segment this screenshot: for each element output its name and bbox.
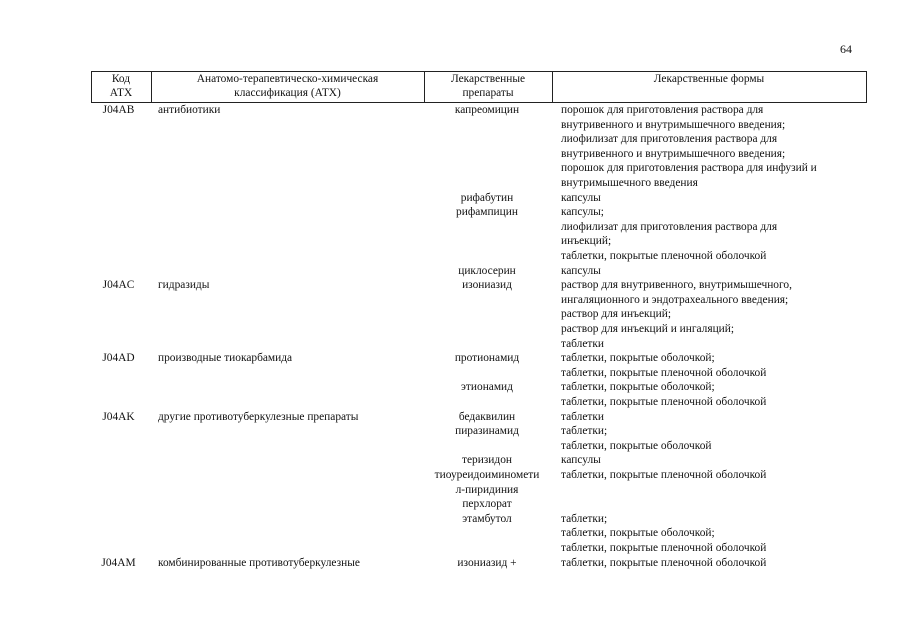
dosage-forms <box>561 191 861 206</box>
dosage-forms <box>561 424 861 453</box>
dosage-forms <box>561 103 861 191</box>
dosage-forms-line: ингаляционного и эндотрахеального введения; <box>561 293 789 306</box>
drug-name-line: протионамид <box>454 352 520 365</box>
dosage-forms-line: раствор для инъекций; <box>561 308 672 321</box>
drug-name-line: этионамид <box>461 381 513 394</box>
atc-code <box>91 278 146 293</box>
drug-name-line: перхлорат <box>462 498 512 511</box>
dosage-forms-line: внутривенного и внутримышечного введения; <box>561 147 786 160</box>
dosage-forms-line: таблетки, покрытые пленочной оболочкой <box>561 395 767 408</box>
dosage-forms-line: таблетки, покрытые пленочной оболочкой <box>561 556 767 569</box>
drug-name <box>423 468 551 512</box>
dosage-forms-line: раствор для инъекций и ингаляций; <box>561 322 735 335</box>
atc-code-line: J04AK <box>102 410 135 423</box>
dosage-forms-line: капсулы; <box>561 206 604 219</box>
dosage-forms-line: лиофилизат для приготовления раствора для <box>561 133 778 146</box>
dosage-forms <box>561 410 861 425</box>
atc-code-line: J04AM <box>101 556 136 569</box>
dosage-forms-line: таблетки, покрытые оболочкой; <box>561 527 715 540</box>
dosage-forms-line: таблетки, покрытые оболочкой; <box>561 381 715 394</box>
dosage-forms <box>561 205 861 263</box>
dosage-forms-line: таблетки, покрытые пленочной оболочкой <box>561 469 767 481</box>
drug-name-line: рифабутин <box>460 191 514 204</box>
atc-classification-line: производные тиокарбамида <box>158 352 293 365</box>
atc-classification <box>158 410 438 425</box>
dosage-forms <box>561 512 861 556</box>
table-header <box>91 71 867 102</box>
dosage-forms-line: внутримышечного введения <box>561 176 698 189</box>
drug-name <box>423 351 551 366</box>
atc-classification <box>158 556 438 571</box>
page-number: 64 <box>840 42 852 56</box>
header-drugs: Лекарственные препараты <box>450 73 526 99</box>
dosage-forms <box>561 351 861 380</box>
header-classification: Анатомо-терапевтическо-химическая классификация (АТХ) <box>196 73 379 99</box>
drug-table <box>91 71 867 570</box>
table-body <box>91 103 867 570</box>
drug-name <box>423 278 551 293</box>
dosage-forms <box>561 453 861 468</box>
drug-name <box>423 512 551 527</box>
dosage-forms-line: таблетки <box>561 337 605 350</box>
dosage-forms-line: таблетки, покрытые пленочной оболочкой <box>561 541 767 554</box>
drug-name-line: изониазид + <box>457 556 517 569</box>
dosage-forms-line: таблетки, покрытые пленочной оболочкой <box>561 249 767 262</box>
drug-name-line: рифампицин <box>456 206 518 219</box>
dosage-forms-line: капсулы <box>561 264 601 277</box>
drug-name-line: пиразинамид <box>455 425 519 438</box>
header-forms: Лекарственные формы <box>653 73 765 85</box>
drug-name-line: тиоуреидоиминомети <box>434 469 540 481</box>
dosage-forms <box>561 264 861 279</box>
atc-code-line: J04AC <box>102 279 135 292</box>
dosage-forms <box>561 380 861 409</box>
dosage-forms <box>561 278 861 351</box>
atc-classification <box>158 103 438 118</box>
atc-classification-line: антибиотики <box>158 104 221 116</box>
drug-name <box>423 191 551 206</box>
dosage-forms-line: порошок для приготовления раствора для <box>561 104 764 116</box>
atc-code <box>91 351 146 366</box>
dosage-forms-line: порошок для приготовления раствора для инфузий и <box>561 162 817 175</box>
dosage-forms <box>561 468 861 483</box>
atc-classification <box>158 351 438 366</box>
dosage-forms-line: таблетки, покрытые пленочной оболочкой <box>561 366 767 379</box>
dosage-forms-line: таблетки; <box>561 512 608 525</box>
header-code: Код АТХ <box>109 73 133 99</box>
atc-classification <box>158 278 438 293</box>
drug-name-line: циклосерин <box>458 264 516 277</box>
atc-classification-line: гидразиды <box>158 279 210 292</box>
drug-name <box>423 264 551 279</box>
dosage-forms-line: таблетки; <box>561 425 608 438</box>
drug-name-line: теризидон <box>461 454 512 467</box>
drug-name <box>423 103 551 118</box>
atc-classification-line: комбинированные противотуберкулезные <box>158 556 360 569</box>
header-divider <box>866 71 867 102</box>
atc-code <box>91 410 146 425</box>
dosage-forms-line: таблетки, покрытые оболочкой <box>561 439 712 452</box>
drug-name-line: изониазид <box>462 279 512 292</box>
atc-code-line: J04AD <box>102 352 135 365</box>
dosage-forms-line: лиофилизат для приготовления раствора для <box>561 220 778 233</box>
drug-name <box>423 410 551 425</box>
dosage-forms-line: внутривенного и внутримышечного введения; <box>561 118 786 131</box>
dosage-forms-line: раствор для внутривенного, внутримышечного, <box>561 279 792 292</box>
dosage-forms-line: капсулы <box>561 454 601 467</box>
drug-name-line: капреомицин <box>454 104 520 116</box>
dosage-forms-line: инъекций; <box>561 235 612 248</box>
atc-code <box>91 103 146 118</box>
dosage-forms-line: таблетки, покрытые оболочкой; <box>561 352 715 365</box>
drug-name <box>423 424 551 439</box>
atc-code <box>91 556 146 571</box>
dosage-forms <box>561 556 861 571</box>
drug-name <box>423 453 551 468</box>
atc-classification-line: другие противотуберкулезные препараты <box>158 410 359 423</box>
dosage-forms-line: таблетки <box>561 410 605 423</box>
atc-code-line: J04AB <box>102 104 135 116</box>
dosage-forms-line: капсулы <box>561 191 601 204</box>
drug-name-line: этамбутол <box>462 512 512 525</box>
drug-name <box>423 556 551 571</box>
drug-name <box>423 205 551 220</box>
drug-name-line: бедаквилин <box>458 410 516 423</box>
drug-name <box>423 380 551 395</box>
drug-name-line: л-пиридиния <box>455 483 519 496</box>
